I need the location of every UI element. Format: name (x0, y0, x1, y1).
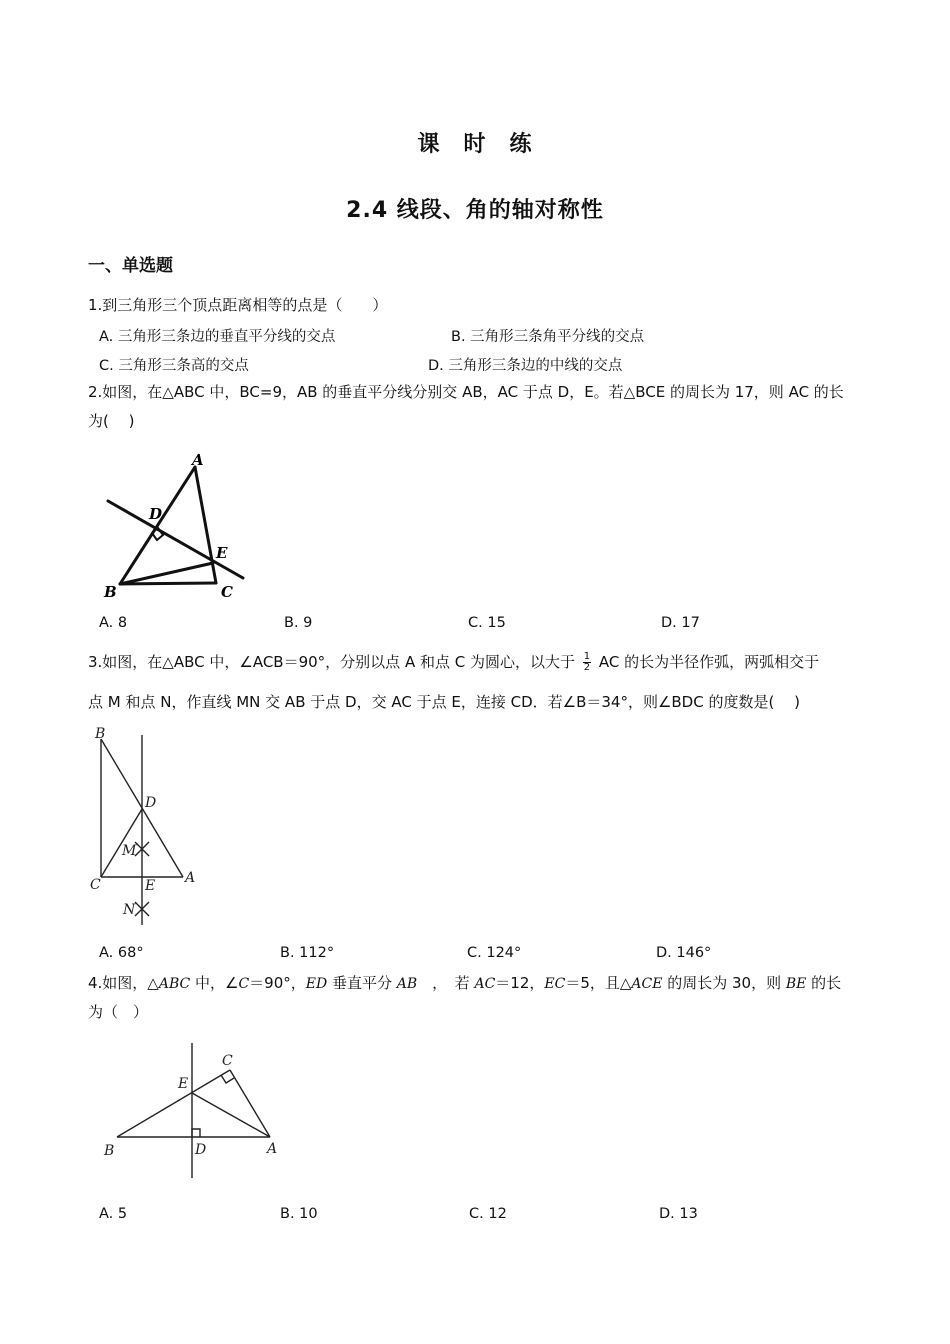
label-b: B (104, 583, 117, 601)
question-3-stem-line2: 点 M 和点 N，作直线 MN 交 AB 于点 D，交 AC 于点 E，连接 CD．若∠B＝34°，则∠BDC 的度数是( ) (88, 693, 800, 711)
label-b: B (95, 726, 106, 742)
question-3-stem-part2: AC 的长为半径作弧，两弧相交于 (598, 653, 820, 671)
question-4-option-a: A. 5 (99, 1206, 128, 1222)
section-heading: 一、单选题 (88, 256, 173, 276)
question-2-option-b: B. 9 (284, 615, 313, 631)
question-1-option-c: C. 三角形三条高的交点 (99, 358, 249, 374)
segment-bc (120, 583, 216, 584)
question-2-stem-line2: 为( ) (88, 412, 135, 430)
question-1-option-b: B. 三角形三条角平分线的交点 (451, 329, 645, 345)
q4-text-11: ＝12， (495, 974, 545, 992)
right-angle-mark-d (192, 1129, 200, 1137)
segment-ea (192, 1093, 270, 1137)
label-d: D (145, 795, 157, 811)
segment-be (120, 563, 213, 584)
question-3-option-a: A. 68° (99, 945, 144, 961)
question-4-option-d: D. 13 (659, 1206, 698, 1222)
q4-var-abc: ABC (158, 976, 191, 992)
label-a: A (192, 451, 204, 469)
question-4-figure (100, 1043, 300, 1188)
perpendicular-bisector-line (108, 501, 243, 578)
q4-var-ac: AC (474, 976, 496, 992)
q4-text-15: 的周长为 30，则 (662, 974, 786, 992)
q4-var-ab: AB (396, 976, 418, 992)
q4-text-13: ＝5，且△ (565, 974, 632, 992)
q4-text-17: 的长 (806, 974, 842, 992)
fraction-numerator: 1 (583, 651, 591, 662)
fraction-one-half (583, 652, 591, 673)
question-4-option-c: C. 12 (469, 1206, 507, 1222)
label-a: A (185, 870, 196, 886)
q4-var-ed: ED (305, 976, 328, 992)
q4-text-3: 中，∠ (190, 974, 239, 992)
q4-text-5: ＝90°， (249, 974, 306, 992)
page-title: 课 时 练 (417, 132, 533, 157)
label-b: B (104, 1143, 115, 1159)
q4-text-7: 垂直平分 (327, 974, 397, 992)
question-1-stem: 1.到三角形三个顶点距离相等的点是（ ） (88, 296, 388, 314)
label-c: C (222, 1053, 233, 1069)
question-4-stem-line2: 为（ ） (88, 1003, 149, 1021)
question-2-figure (100, 445, 260, 610)
label-d: D (149, 505, 163, 523)
question-3-option-d: D. 146° (656, 945, 712, 961)
question-1-option-d: D. 三角形三条边的中线的交点 (428, 358, 623, 374)
question-2-option-c: C. 15 (468, 615, 506, 631)
label-m: M (122, 843, 137, 859)
label-c: C (221, 583, 233, 601)
question-2-option-d: D. 17 (661, 615, 700, 631)
label-e: E (145, 878, 156, 894)
segment-ca (230, 1070, 270, 1137)
label-e: E (216, 544, 228, 562)
right-angle-mark-c (221, 1075, 234, 1083)
question-3-figure (88, 725, 208, 925)
question-2-option-a: A. 8 (99, 615, 128, 631)
question-1-option-a: A. 三角形三条边的垂直平分线的交点 (99, 329, 336, 345)
question-4-stem-line1 (88, 972, 841, 995)
label-d: D (195, 1142, 207, 1158)
q4-text-1: 4.如图，△ (88, 974, 159, 992)
fraction-denominator: 2 (583, 662, 591, 673)
q4-var-ace: ACE (631, 976, 663, 992)
question-3-stem-line1 (88, 651, 819, 673)
lesson-title: 2.4 线段、角的轴对称性 (346, 198, 604, 223)
label-a: A (267, 1141, 278, 1157)
q4-text-9: ， 若 (417, 974, 475, 992)
q4-var-c: C (238, 976, 250, 992)
q4-var-be: BE (785, 976, 807, 992)
q4-var-ec: EC (544, 976, 566, 992)
question-3-option-c: C. 124° (467, 945, 522, 961)
question-3-option-b: B. 112° (280, 945, 335, 961)
question-3-stem-part1: 3.如图，在△ABC 中，∠ACB＝90°，分别以点 A 和点 C 为圆心，以大于 (88, 653, 575, 671)
segment-bc (117, 1070, 230, 1137)
question-4-option-b: B. 10 (280, 1206, 318, 1222)
label-n: N (123, 902, 136, 918)
label-e: E (178, 1076, 189, 1092)
label-c: C (90, 877, 101, 893)
question-2-stem-line1: 2.如图，在△ABC 中，BC=9，AB 的垂直平分线分别交 AB，AC 于点 D，E。若△BCE 的周长为 17，则 AC 的长 (88, 383, 844, 401)
segment-ab (120, 467, 195, 584)
